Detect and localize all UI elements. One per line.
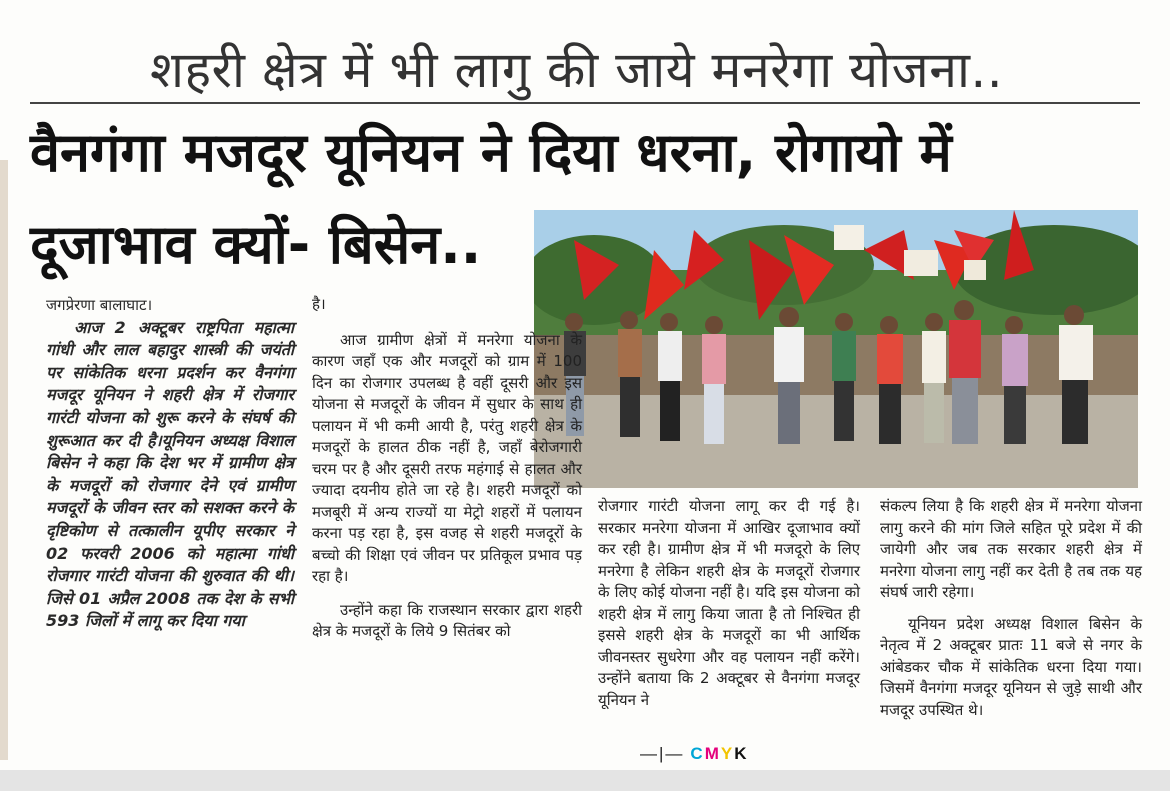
adjacent-article-strip — [0, 160, 8, 760]
cmyk-k: K — [734, 744, 749, 763]
article-paragraph: उन्होंने कहा कि राजस्थान सरकार द्वारा शहरी क्षेत्र के मजदूरों के लिये 9 सितंबर को — [312, 600, 582, 640]
article-paragraph: संकल्प लिया है कि शहरी क्षेत्र में मनरेगा योजना लागु करने की मांग जिले सहित पूरे प्रदेश में की जायेगी और जब तक सरकार शहरी क्षेत्र में मनरेगा योजना लागु नहीं कर देती है तब तक यह संघर्ष जारी रहेगा। — [880, 497, 1142, 601]
headline-main-line2: दूजाभाव क्यों- बिसेन.. — [30, 213, 482, 276]
article-paragraph: रोजगार गारंटी योजना लागू कर दी गई है। सरकार मनरेगा योजना में आखिर दूजाभाव क्यों कर रही है। ग्रामीण क्षेत्र में भी मजदूरो के लिए मनरेगा है लेकिन शहरी क्षेत्र के मजदूरों रोजगार के लिए कोई योजना नहीं है। यदि इस योजना को शहरी क्षेत्र में लागु किया जाता है तो निश्चित ही इससे शहरी क्षेत्र के मजदूरों का भी आर्थिक जीवनस्तर सुधरेगा और वह पलायन नहीं करेंगे। उन्होंने बताया कि 2 अक्टूबर से वैनगंगा मजदूर यूनियन ने — [598, 497, 860, 709]
cmyk-c: C — [690, 744, 705, 763]
article-column-1 — [46, 294, 294, 633]
article-column-3 — [598, 496, 860, 711]
article-column-2 — [312, 294, 582, 643]
cmyk-registration-mark — [640, 744, 749, 764]
crosshair-icon: —|— — [640, 744, 685, 763]
article-paragraph: यूनियन प्रदेश अध्यक्ष विशाल बिसेन के नेतृत्व में 2 अक्टूबर प्रातः 11 बजे से नगर के आंबेडकर चौक में सांकेतिक धरना दिया गया। जिसमें वैनगंगा मजदूर यूनियन से जुड़े साथी और मजदूर उपस्थित थे। — [880, 614, 1142, 719]
protest-photo-illustration — [534, 210, 1138, 488]
headline-top: शहरी क्षेत्र में भी लागु की जाये मनरेगा योजना.. — [150, 41, 1004, 99]
headline-main-line1: वैनगंगा मजदूर यूनियन ने दिया धरना, रोगायो में — [30, 121, 952, 184]
headline-divider — [30, 102, 1140, 104]
cmyk-m: M — [704, 744, 721, 763]
dateline: जगप्रेरणा बालाघाट। — [46, 296, 153, 314]
cmyk-y: Y — [720, 744, 735, 763]
article-paragraph: आज ग्रामीण क्षेत्रों में मनरेगा योजना के कारण जहाँ एक और मजदूरों को ग्राम में 100 दिन का रोजगार उपलब्ध है वहीं दूसरी और इस योजना से मजदूरों के जीवन में सुधार के साथ ही पलायन में भी कमी आयी है, परंतु शहरी क्षेत्र के मजदूरों के हालत ठीक नहीं है, जहाँ बेरोजगारी चरम पर है और दूसरी तरफ महंगाई से हालत और ज्यादा दयनीय होते जा रहे है। शहरी मजदूरों को मजबूरी में अन्य राज्यों या मेट्रो शहरों में पलायन करना पड़ रहा है, इस वजह से शहरी मजदूरों के बच्चो की शिक्षा एवं जीवन पर प्रतिकूल प्रभाव पड़ रहा है। — [312, 330, 582, 585]
bottom-margin-bar — [0, 770, 1170, 791]
article-paragraph: है। — [312, 295, 326, 313]
article-column-4 — [880, 496, 1142, 721]
protest-photo — [534, 210, 1138, 488]
article-paragraph: आज 2 अक्टूबर राष्ट्रपिता महात्मा गांधी और लाल बहादुर शास्त्री की जयंती पर सांकेतिक धरना प्रदर्शन कर वैनगंगा मजदूर यूनियन ने शहरी क्षेत्र में रोजगार गारंटी योजना को शुरू करने के संघर्ष की शुरूआत कर दी है।यूनियन अध्यक्ष विशाल बिसेन ने कहा कि देश भर में ग्रामीण क्षेत्र के मजदूरों को रोजगार देने एवं ग्रामीण मजदूरों के जीवन स्तर को सशक्त करने के दृष्टिकोण से तत्कालीन यूपीए सरकार ने 02 फरवरी 2006 को महात्मा गांधी रोजगार गारंटी योजना की शुरुवात की थी। जिसे 01 अप्रैल 2008 तक देश के सभी 593 जिलों में लागू कर दिया गया — [46, 317, 294, 631]
